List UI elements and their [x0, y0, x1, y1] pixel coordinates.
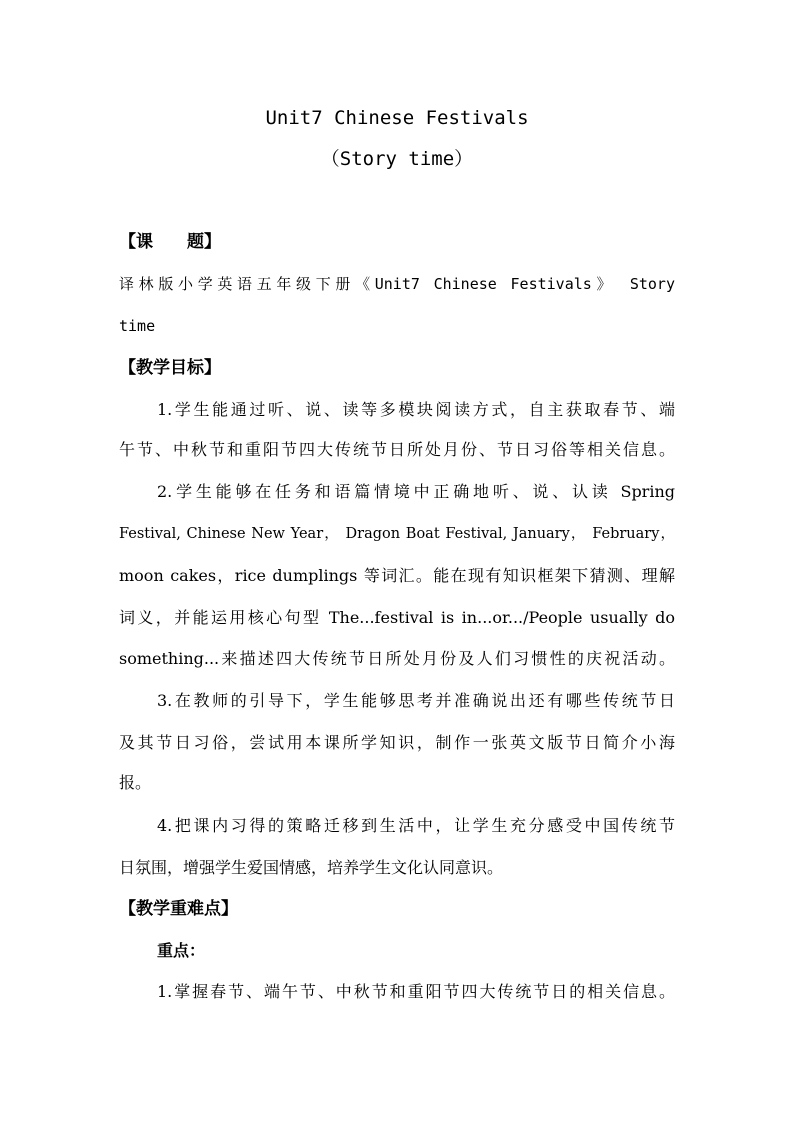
paragraph-line: moon cakes，rice dumplings 等词汇。能在现有知识框架下猜测、理解: [119, 566, 675, 585]
section-heading-key-points: 【教学重难点】: [119, 899, 238, 919]
paragraph-line: time: [119, 317, 156, 335]
paragraph-line: 4.把课内习得的策略迁移到生活中，让学生充分感受中国传统节: [157, 816, 675, 835]
section-heading-objectives: 【教学目标】: [119, 358, 221, 378]
document-title: Unit7 Chinese Festivals: [265, 107, 529, 129]
paragraph-line: something...来描述四大传统节日所处月份及人们习惯性的庆祝活动。: [119, 649, 675, 668]
paragraph-line: 2.学生能够在任务和语篇情境中正确地听、说、认读 Spring: [157, 482, 675, 501]
section-heading-topic: 【课 题】: [119, 232, 221, 252]
subheading-key: 重点：: [157, 941, 206, 960]
paragraph-line: 词义，并能运用核心句型 The...festival is in...or.../People usually do: [119, 608, 675, 627]
paragraph-line: 1.学生能通过听、说、读等多模块阅读方式，自主获取春节、端: [157, 400, 675, 419]
paragraph-line: 3.在教师的引导下，学生能够思考并准确说出还有哪些传统节日: [157, 691, 675, 710]
paragraph-line: Festival, Chinese New Year， Dragon Boat Festival, January， February，: [119, 526, 675, 542]
paragraph-line: 译林版小学英语五年级下册《Unit7 Chinese Festivals》 Story: [119, 275, 675, 293]
paragraph-line: 及其节日习俗，尝试用本课所学知识，制作一张英文版节日简介小海: [119, 733, 675, 752]
paragraph-line: 日氛围，增强学生爱国情感，培养学生文化认同意识。: [119, 858, 504, 877]
paragraph-line: 午节、中秋节和重阳节四大传统节日所处月份、节日习俗等相关信息。: [119, 440, 675, 459]
document-subtitle: （Story time）: [320, 148, 474, 170]
paragraph-line: 报。: [119, 773, 152, 792]
paragraph-line: 1.掌握春节、端午节、中秋节和重阳节四大传统节日的相关信息。: [157, 982, 675, 1001]
